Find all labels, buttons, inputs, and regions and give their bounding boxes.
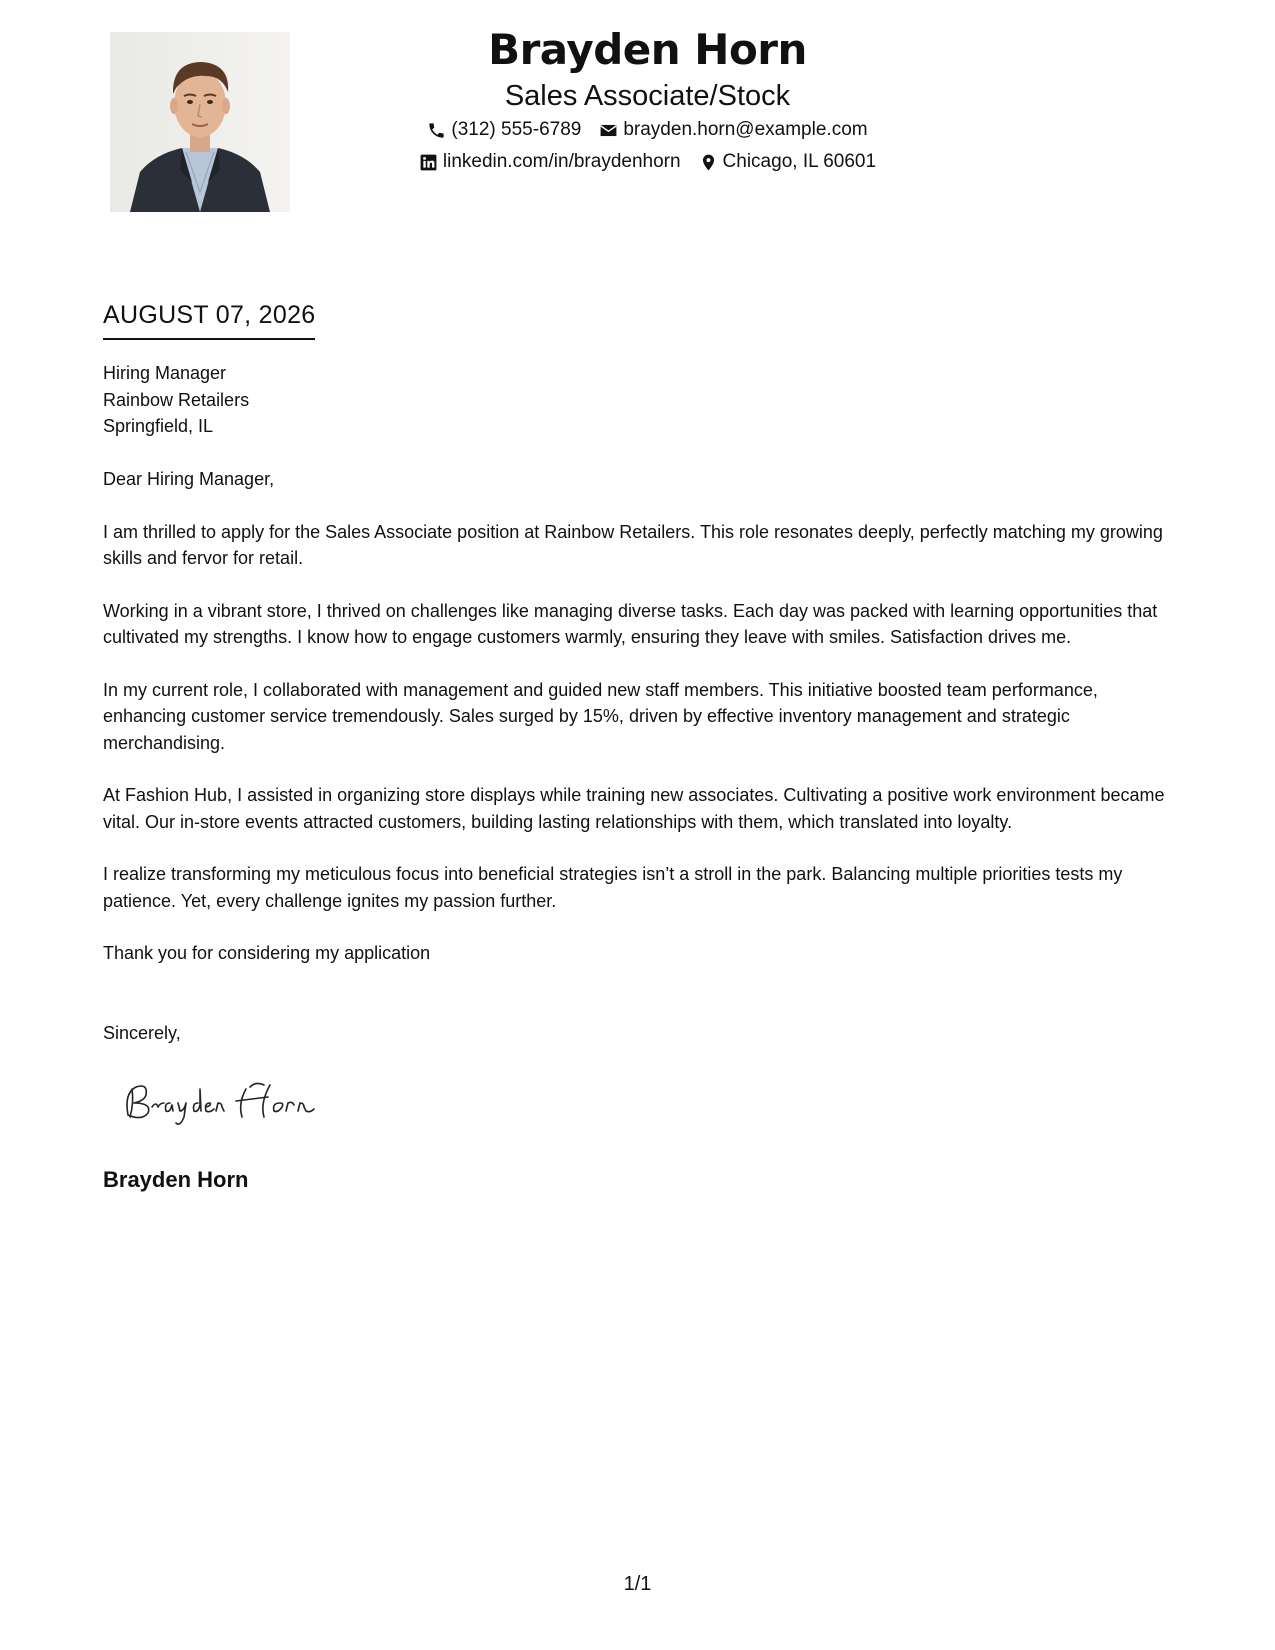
linkedin-text: linkedin.com/in/braydenhorn [442,151,681,172]
thank-you-line: Thank you for considering my application [103,943,431,963]
contact-row-2 [300,146,995,178]
body-paragraph: In my current role, I collaborated with management and guided new staff members. This initiative boosted team performance, enhancing customer service tremendously. Sales surged by 15%, driven by effective inventory management and strategic merchandising. [103,679,1098,753]
body-paragraph: I realize transforming my meticulous focus into beneficial strategies isn’t a stroll in the park. Balancing multiple priorities tests my patience. Yet, every challenge ignites my passion further. [103,864,1123,911]
signed-name: Brayden Horn [103,1167,249,1192]
body-paragraph: Working in a vibrant store, I thrived on challenges like managing diverse tasks. Each day was packed with learning opportunities that cultivated my strengths. I know how to engage customers warmly, ensuring they leave with smiles. Satisfaction drives me. [103,600,1158,647]
date-block [103,298,315,340]
email-item[interactable] [599,114,867,146]
recipient-line: Springfield, IL [103,416,214,436]
header [300,22,995,178]
envelope-icon [599,121,618,140]
letter-date: AUGUST 07, 2026 [103,298,315,340]
location-text: Chicago, IL 60601 [722,151,877,172]
phone-item[interactable] [427,114,581,146]
linkedin-icon [419,153,438,172]
profile-photo [110,32,290,212]
phone-text: (312) 555-6789 [451,119,582,140]
map-pin-icon [699,153,718,172]
email-text: brayden.horn@example.com [623,119,868,140]
contact-row-1 [300,114,995,146]
recipient-block [103,360,249,440]
linkedin-item[interactable] [419,146,681,178]
phone-icon [427,121,446,140]
salutation: Dear Hiring Manager, [103,469,275,489]
body-paragraph: I am thrilled to apply for the Sales Associate position at Rainbow Retailers. This role resonates deeply, perfectly matching my growing skills and fervor for retail. [103,521,1163,568]
page-number: 1/1 [623,1573,652,1595]
handwritten-signature [118,1073,358,1133]
recipient-line: Rainbow Retailers [103,389,250,410]
applicant-name: Brayden Horn [488,25,807,74]
location-item [699,146,877,178]
letter-body [103,466,1178,993]
body-paragraph: At Fashion Hub, I assisted in organizing store displays while training new associates. Cultivating a positive work environment became vital. Our in-store events attracted customers, building lasting relationships with them, which translated into loyalty. [103,785,1165,832]
closing: Sincerely, [103,1023,181,1043]
job-title: Sales Associate/Stock [504,80,791,112]
recipient-line: Hiring Manager [103,363,227,383]
